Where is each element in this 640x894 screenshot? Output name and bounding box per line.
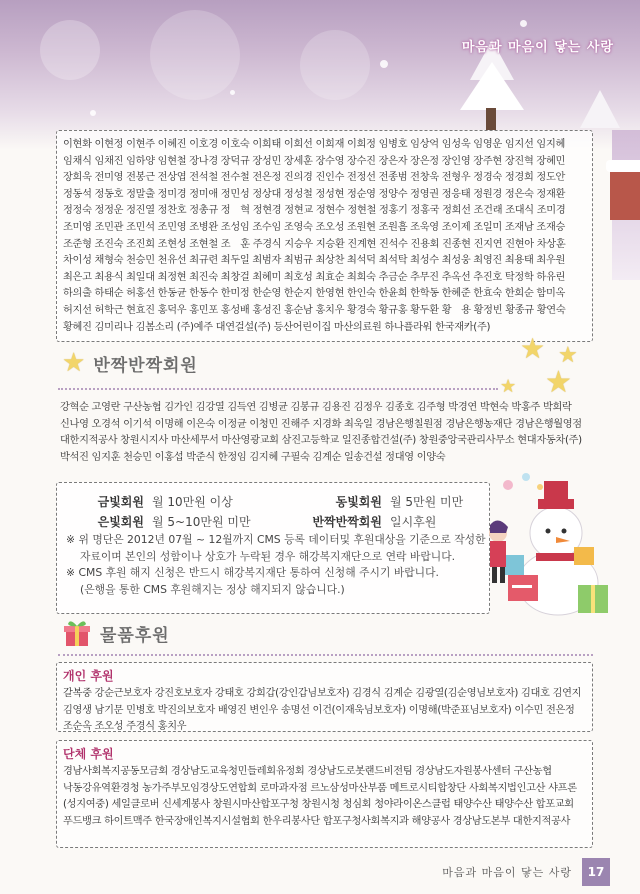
- tier-gold-desc: 월 10만원 이상: [152, 495, 233, 509]
- tier-bronze-desc: 월 5만원 미만: [390, 495, 464, 509]
- notes: [66, 532, 486, 598]
- note-2b: (은행을 통한 CMS 후원해지는 정상 해지되지 않습니다.): [80, 582, 345, 596]
- page-footer: [442, 858, 610, 886]
- star-icon: ★: [545, 365, 572, 400]
- header-title: 마음과 마음이 닿는 사랑: [461, 40, 614, 55]
- note-1b: 자료이며 본인의 성함이나 상호가 누락된 경우 해강복지재단으로 연락 바랍니다.: [80, 549, 456, 563]
- tier-gold-name: 금빛회원: [97, 495, 144, 509]
- footer-text: 마음과 마음이 닿는 사랑: [442, 866, 572, 879]
- star-icon: ★: [558, 343, 578, 368]
- section-header-star: [62, 350, 198, 376]
- star-icon: ★: [500, 376, 517, 397]
- donor-list-box: [56, 130, 593, 342]
- tier-bronze-name: 동빛회원: [335, 495, 382, 509]
- header-banner: [0, 0, 640, 150]
- group-donors-text: 경남사회복지공동모금회 경상남도교육청민들레회유정회 경상남도로봇랜드비전팀 경상남도자원봉사센터 구산농협 낙동강유역환경청 농가주부모임경상도연합회 로마과자점 르노삼성마산부품 메트로시티합창단 사회복지법인고산 샤프론(성지여중) 세일클로버 신세계봉사 창원시마산합포구청 창원시청 청심회 청야라이온스클럽 태양수산 태양수산 합포교회 푸드뱅크 하이트맥주 한국장애인복지시설협회 한우리봉사단 합포구청사회복지과 해양공사 경상남도본부 대한지적공사: [63, 766, 577, 827]
- section-header-goods: [62, 618, 170, 648]
- tier-silver-desc: 월 5~10만원 미만: [152, 515, 251, 529]
- individual-donors-label: 개인 후원: [63, 669, 114, 683]
- note-1: ※ 위 명단은 2012년 07월 ~ 12월까지 CMS 등록 데이터및 후원대상을 기준으로 작성한: [66, 533, 486, 546]
- page-number: 17: [582, 858, 610, 886]
- section-title-star: 반짝반짝회원: [93, 355, 198, 376]
- group-donors-label: 단체 후원: [63, 747, 114, 761]
- gift-icon: [62, 618, 92, 648]
- star-icon: ★: [62, 348, 86, 378]
- individual-donors-box: [56, 662, 593, 732]
- tier-sparkle-name: 반짝반짝회원: [312, 515, 382, 529]
- note-2: ※ CMS 후원 해지 신청은 반드시 해강복지재단 통하여 신청해 주시기 바랍니다.: [66, 566, 439, 579]
- tier-sparkle-desc: 일시후원: [390, 515, 437, 529]
- tier-silver-name: 은빛회원: [97, 515, 144, 529]
- star-icon: ★: [520, 332, 546, 365]
- group-donors-box: [56, 740, 593, 848]
- donor-list-text: 이현화 이현정 이현주 이혜진 이호경 이호숙 이희태 이희선 이희재 이희정 임병호 임상억 임성욱 임영운 임지선 임지혜 임채식 임채진 임하양 임현철 장나경 장덕규 장성민 장세훈 장수영 장수진 장은자 장은정 장인영 장주현 장진혁 장혜민 장희욱 전미영 전봉근 전상엽 전석철 전수철 전은정 진의경 진인수 전정선 전종범 전창욱 전형우 정경숙 정경희 정도안 정동석 정동호 정말출 정미경 정미애 정민성 정상대 정성철 정성현 정순영 정양수 정영권 정응태 정원경 정은숙 정재환 정정숙 정정운 정진열 정찬호 정총규 정 혁 정현경 정현교 정현수 정현철 정홍기 정홍국 정희선 조건래 조대식 조미경 조미영 조민관 조민석 조민영 조병완 조성임 조수임 조영숙 조오성 조원현 조원흠 조욱영 조이제 조일미 조재남 조재승 조준형 조진숙 조진희 조현성 조현철 조 훈 주경식 지승우 지승환 진계현 진석수 진용회 진종현 진지연 진현아 차상훈 차이성 채형숙 천승민 천유선 최규련 최두일 최범자 최범규 최상찬 최석덕 최석탁 최성수 최성웅 최영진 최용태 최우원 최은고 최용식 최일대 최정현 최진숙 최창걸 최혜미 최호성 최효순 최희숙 추금순 추무진 추옥선 추진호 탁정학 하유린 하의출 하태순 허홍선 한동균 한동수 한미정 한순영 한순지 한영현 한인숙 한윤희 한학동 한혜준 한효숙 한희순 함미옥 허지선 허학근 현효진 홍덕우 홍민포 홍성배 홍성진 홍순남 홍치우 황경숙 황규홍 황두환 황 용 황정빈 황종규 황연숙 황혜진 김미리나 김봄소리 (주)예주 대연걸설(주) 등산어린이집 마산의료원 하나플라워 한국재카(주): [63, 139, 566, 333]
- individual-donors-text: 갈복중 강순근보호자 강진호보호자 강태호 강희갑(강인갑님보호자) 김경식 김계순 김광열(김순영님보호자) 김대호 김연지 김영생 남기문 민병호 박진의보호자 배영진 변인우 송명선 이건(이재욱님보호자) 이명해(박준표님보호자) 이수민 전은정 조순옥 조오성 주경식 홍치우: [63, 688, 582, 733]
- section-title-goods: 물품후원: [100, 625, 170, 646]
- snowman-illustration: [478, 455, 628, 620]
- star-member-list: 강혁순 고영란 구산농협 김가인 김강열 김득연 김병균 김봉규 김용진 김정우 김종호 김주형 박경연 박현숙 박홍주 박희락 신나영 오경석 이기석 이명해 이은숙 이정균 이청민 진해주 지경화 최욱일 경남은행칠원점 경남은행농재단 경남은행월영점 대한지적공사 창원시지사 마산세무서 마산영광교회 삼진고등학교 일진종합건설(주) 창원중앙국관리사무소 현대자동차(주) 박석진 임지훈 천승민 이홍섭 박준식 한정임 김지혜 구필숙 김계순 일송건설 정대영 이양숙: [60, 402, 582, 463]
- house-icon: [610, 170, 640, 220]
- membership-tiers: [86, 493, 540, 533]
